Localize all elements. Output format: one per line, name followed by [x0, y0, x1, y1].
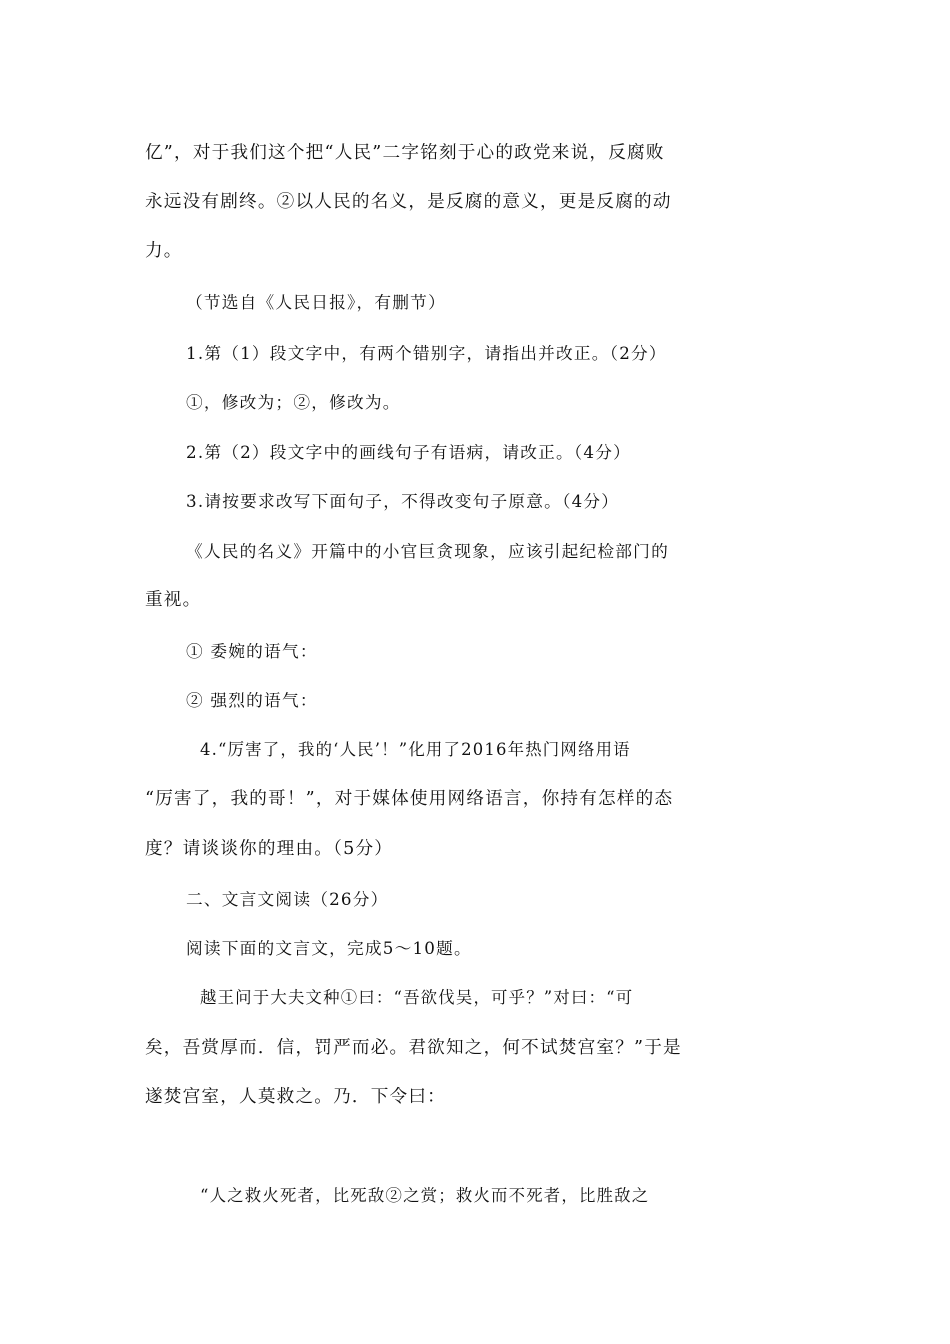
question-3: 3.请按要求改写下面句子，不得改变句子原意。（4分） [186, 491, 620, 511]
source-note: （节选自《人民日报》，有删节） [186, 292, 446, 312]
text-line: 永远没有剧终。②以人民的名义，是反腐的意义，更是反腐的动 [145, 192, 672, 212]
question-1-answer: ①，修改为；②，修改为。 [186, 392, 401, 412]
text-line: 亿”，对于我们这个把“人民”二字铭刻于心的政党来说，反腐败 [145, 143, 665, 163]
question-2: 2.第（2）段文字中的画线句子有语病，请改正。（4分） [186, 442, 632, 462]
classical-text: 越王问于大夫文种①曰：“吾欲伐吴，可乎？”对曰：“可 [200, 988, 634, 1007]
question-4: “厉害了，我的哥！”，对于媒体使用网络语言，你持有怎样的态 [145, 789, 674, 809]
question-3-sentence: 《人民的名义》开篇中的小官巨贪现象，应该引起纪检部门的 [186, 541, 669, 561]
question-4: 度？请谈谈你的理由。（5分） [145, 839, 394, 859]
question-3-item: ② 强烈的语气： [186, 690, 318, 710]
question-3-sentence: 重视。 [145, 590, 202, 610]
text-line: 力。 [145, 241, 183, 261]
classical-text: 遂焚宫室，人莫救之。乃．下令曰： [145, 1087, 446, 1107]
section-heading: 二、文言文阅读（26分） [186, 889, 389, 909]
question-3-item: ① 委婉的语气： [186, 641, 318, 661]
question-4: 4.“厉害了，我的‘人民’！”化用了2016年热门网络用语 [200, 740, 631, 759]
classical-text: 矣，吾赏厚而．信，罚严而必。君欲知之，何不试焚宫室？”于是 [145, 1038, 682, 1058]
question-1: 1.第（1）段文字中，有两个错别字，请指出并改正。（2分） [186, 343, 667, 363]
section-instruction: 阅读下面的文言文，完成5～10题。 [186, 938, 472, 958]
classical-text: “人之救火死者，比死敌②之赏；救火而不死者，比胜敌之 [200, 1186, 650, 1205]
